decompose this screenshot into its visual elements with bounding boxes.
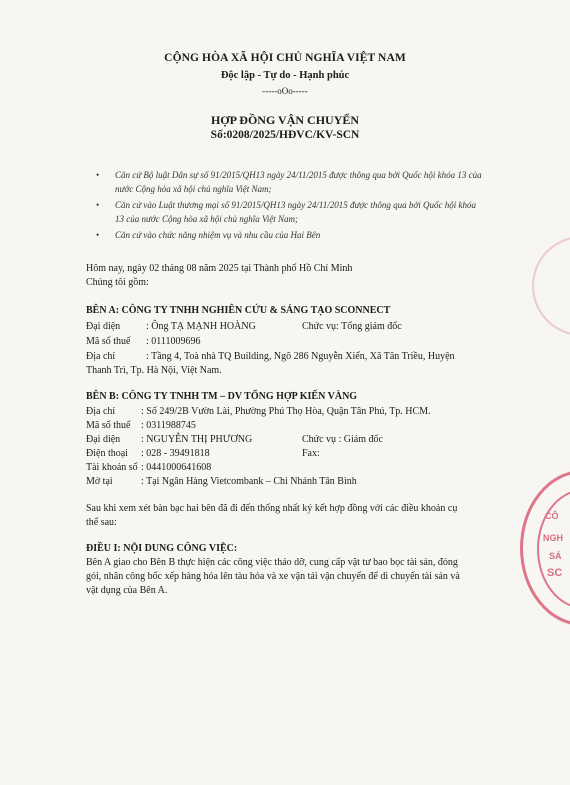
- bullet-icon: •: [96, 200, 100, 210]
- party-b-heading: BÊN B: CÔNG TY TNHH TM – DV TỔNG HỢP KIẾN VÀNG: [86, 391, 358, 402]
- legal-basis-item: [96, 168, 486, 196]
- article-1-line2: gói, nhân công bốc xếp hàng hóa lên tàu hỏa và xe vận tải vận chuyển để di chuyển tài sản và: [86, 571, 460, 582]
- article-1-line1: Bên A giao cho Bên B thực hiện các công việc tháo dỡ, cung cấp vật tư bao bọc tài sản, đóng: [86, 557, 458, 568]
- legal-basis-text: Căn cứ Bộ luật Dân sự số 91/2015/QH13 ngày 24/11/2015 được thông qua bởi Quốc hội khóa 13 của nước Cộng hòa xã hội chủ nghĩa Việt Nam;: [115, 170, 482, 194]
- legal-basis-item: [96, 198, 486, 226]
- national-motto: Độc lập - Tự do - Hạnh phúc: [220, 70, 350, 81]
- header-divider: -----oOo-----: [262, 86, 308, 96]
- seal-text: NGH: [543, 533, 563, 543]
- party-b-address-value: : Số 249/2B Vườn Lài, Phường Phú Thọ Hòa, Quận Tân Phú, Tp. HCM.: [141, 406, 431, 417]
- date-line: Hôm nay, ngày 02 tháng 08 năm 2025 tại Thành phố Hồ Chí Minh: [86, 263, 353, 274]
- bullet-icon: •: [96, 230, 100, 240]
- party-b-address-label: Địa chỉ: [86, 406, 116, 417]
- seal-text: SC: [547, 567, 563, 579]
- agreement-line1: Sau khi xem xét bàn bạc hai bên đã đi đến thống nhất ký kết hợp đồng với các điều khoản cụ: [86, 503, 458, 514]
- party-a-tax-value: : 0111009696: [146, 336, 201, 347]
- we-include: Chúng tôi gồm:: [86, 277, 149, 288]
- party-b-tax-label: Mã số thuế: [86, 420, 131, 431]
- party-a-address-label: Địa chỉ: [86, 351, 116, 362]
- party-b-account-value: : 0441000641608: [141, 462, 212, 473]
- article-1-heading: ĐIỀU I: NỘI DUNG CÔNG VIỆC:: [86, 543, 238, 554]
- party-b-fax: Fax:: [302, 448, 320, 459]
- company-seal-inner-ring: [537, 489, 570, 609]
- legal-basis-item: [96, 228, 486, 242]
- article-1-line3: vật dụng của Bên A.: [86, 585, 168, 596]
- seal-text: CÔ: [545, 511, 559, 521]
- national-header: CỘNG HÒA XÃ HỘI CHỦ NGHĨA VIỆT NAM: [164, 52, 406, 64]
- legal-basis-text: Căn cứ vào chức năng nhiệm vụ và nhu cầu của Hai Bên: [115, 230, 321, 240]
- party-b-rep-value: : NGUYỄN THỊ PHƯƠNG: [141, 434, 253, 445]
- party-b-phone-label: Điện thoại: [86, 448, 128, 459]
- party-b-bank-label: Mở tại: [86, 476, 113, 487]
- party-b-rep-label: Đại diện: [86, 434, 121, 445]
- party-a-rep-value: : Ông TẠ MẠNH HOÀNG: [146, 321, 256, 332]
- party-a-address-line1: : Tầng 4, Toà nhà TQ Building, Ngõ 286 Nguyễn Xiển, Xã Tân Triều, Huyện: [146, 351, 455, 362]
- party-a-tax-label: Mã số thuế: [86, 336, 131, 347]
- party-b-bank-value: : Tại Ngân Hàng Vietcombank – Chi Nhánh Tân Bình: [141, 476, 357, 487]
- agreement-line2: thể sau:: [86, 517, 117, 528]
- company-seal: [520, 470, 570, 626]
- party-b-position: Chức vụ : Giám đốc: [302, 434, 383, 445]
- party-a-heading: BÊN A: CÔNG TY TNHH NGHIÊN CỨU & SÁNG TẠO SCONNECT: [86, 305, 391, 316]
- party-a-address-line2: Thanh Trì, Tp. Hà Nội, Việt Nam.: [86, 365, 222, 376]
- party-a-rep-label: Đại diện: [86, 321, 121, 332]
- party-b-tax-value: : 0311988745: [141, 420, 196, 431]
- party-a-position: Chức vụ: Tổng giám đốc: [302, 321, 402, 332]
- contract-number: Số:0208/2025/HĐVC/KV-SCN: [210, 129, 360, 141]
- faint-stamp-mark: [532, 236, 570, 336]
- seal-text: SÁ: [549, 551, 562, 561]
- legal-basis-text: Căn cứ vào Luật thương mại số 91/2015/QH13 ngày 24/11/2015 được thông qua bởi Quốc hội khóa 13 của nước Cộng hòa xã hội chủ nghĩa Việt Nam;: [115, 200, 476, 224]
- legal-bases-list: [96, 168, 486, 244]
- bullet-icon: •: [96, 170, 100, 180]
- contract-title: HỢP ĐỒNG VẬN CHUYỂN: [210, 113, 360, 127]
- party-b-phone-value: : 028 - 39491818: [141, 448, 210, 459]
- party-b-account-label: Tài khoản số: [86, 462, 138, 473]
